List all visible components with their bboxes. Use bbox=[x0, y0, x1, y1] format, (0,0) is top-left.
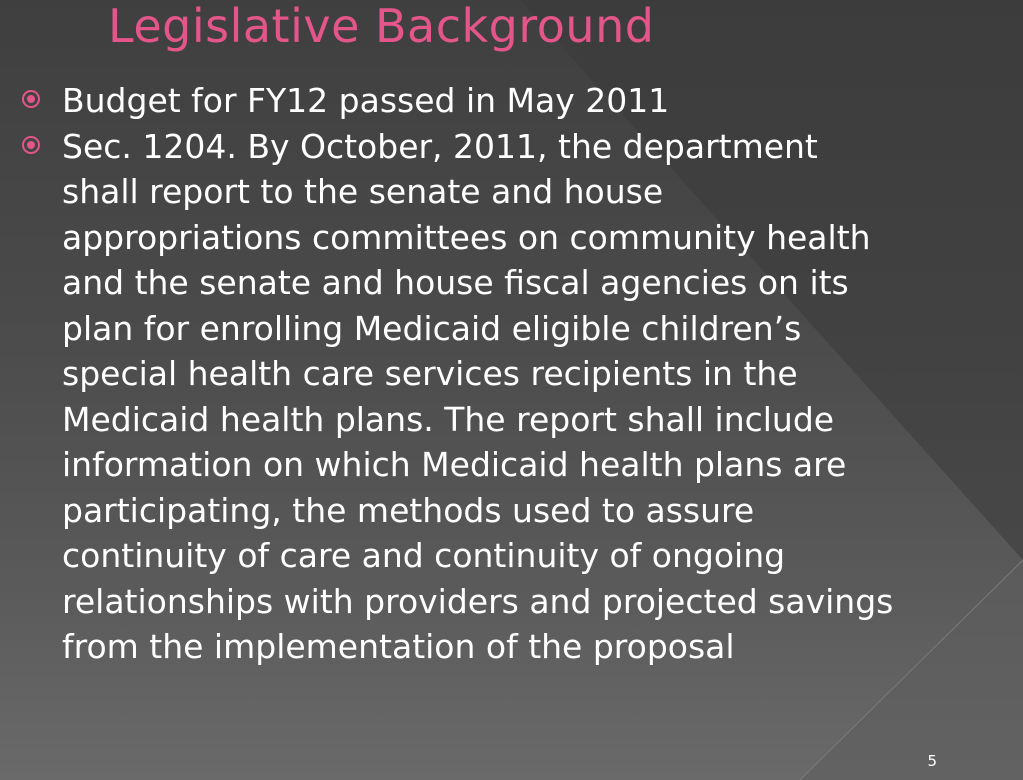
page-number: 5 bbox=[927, 752, 937, 770]
circle-bullet-icon bbox=[22, 136, 40, 154]
circle-bullet-icon bbox=[22, 90, 40, 108]
slide-title: Legislative Background bbox=[108, 0, 655, 53]
bullet-list bbox=[22, 78, 902, 670]
bullet-item bbox=[22, 78, 902, 124]
bullet-text: Sec. 1204. By October, 2011, the department shall report to the senate and house appropriations committees on community health and the senate and house fiscal agencies on its plan for enrolling Medicaid eligible children’s special health care services recipients in the Medicaid health plans. The report shall include information on which Medicaid health plans are participating, the methods used to assure continuity of care and continuity of ongoing relationships with providers and projected savings from the implementation of the proposal bbox=[62, 126, 894, 666]
bullet-text: Budget for FY12 passed in May 2011 bbox=[62, 81, 670, 120]
bullet-item bbox=[22, 124, 902, 670]
